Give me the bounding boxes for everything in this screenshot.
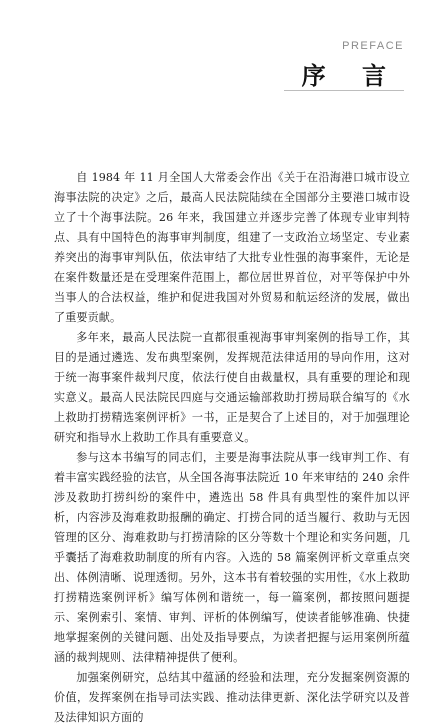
- preface-body: [54, 168, 410, 728]
- heading-divider: [284, 90, 404, 91]
- preface-chinese-heading: 序 言: [301, 61, 400, 90]
- paragraph-1: 自 1984 年 11 月全国人大常委会作出《关于在沿海港口城市设立海事法院的决定》之后，最高人民法院陆续在全国部分主要港口城市设立了十个海事法院。26 年来，我国建立并逐步完善了体现专业审判特点、具有中国特色的海事审判制度，组建了一支政治立场坚定、专业素养突出的海事审判队伍，依法审结了大批专业性强的海事案件，无论是在案件数量还是在受理案件范围上，都位居世界首位，对平等保护中外当事人的合法权益，维护和促进我国对外贸易和航运经济的发展，做出了重要贡献。: [54, 171, 410, 324]
- paragraph-3: 参与这本书编写的同志们，主要是海事法院从事一线审判工作、有着丰富实践经验的法官，从全国各海事法院近 10 年来审结的 240 余件涉及救助打捞纠纷的案件中，遴选出 58 件具有典型性的案件加以评析，内容涉及海难救助报酬的确定、打捞合同的适当履行、救助与无因管理的区分、海难救助与打捞清除的区分等数十个理论和实务问题，几乎囊括了海难救助制度的所有内容。入选的 58 篇案例评析文章重点突出、体例清晰、说理透彻。另外，这本书有着较强的实用性，《水上救助打捞精选案例评析》编写体例和谐统一，每一篇案例，都按照问题提示、案例索引、案情、审判、评析的体例编写，使读者能够准确、快捷地掌握案例的关键问题、出处及指导要点，为读者把握与运用案例所蕴涵的裁判规则、法律精神提供了便利。: [54, 451, 410, 664]
- preface-english-heading: PREFACE: [342, 40, 404, 52]
- paragraph-2: 多年来，最高人民法院一直都很重视海事审判案例的指导工作，其目的是通过遴选、发布典型案例，发挥规范法律适用的导向作用，这对于统一海事案件裁判尺度，依法行使自由裁量权，具有重要的理论和现实意义。最高人民法院民四庭与交通运输部救助打捞局联合编写的《水上救助打捞精选案例评析》一书，正是契合了上述目的，对于加强理论研究和指导水上救助工作具有重要意义。: [54, 331, 410, 444]
- paragraph-4: 加强案例研究，总结其中蕴涵的经验和法理，充分发掘案例资源的价值，发挥案例在指导司法实践、推动法律更新、深化法学研究以及普及法律知识方面的: [54, 671, 410, 724]
